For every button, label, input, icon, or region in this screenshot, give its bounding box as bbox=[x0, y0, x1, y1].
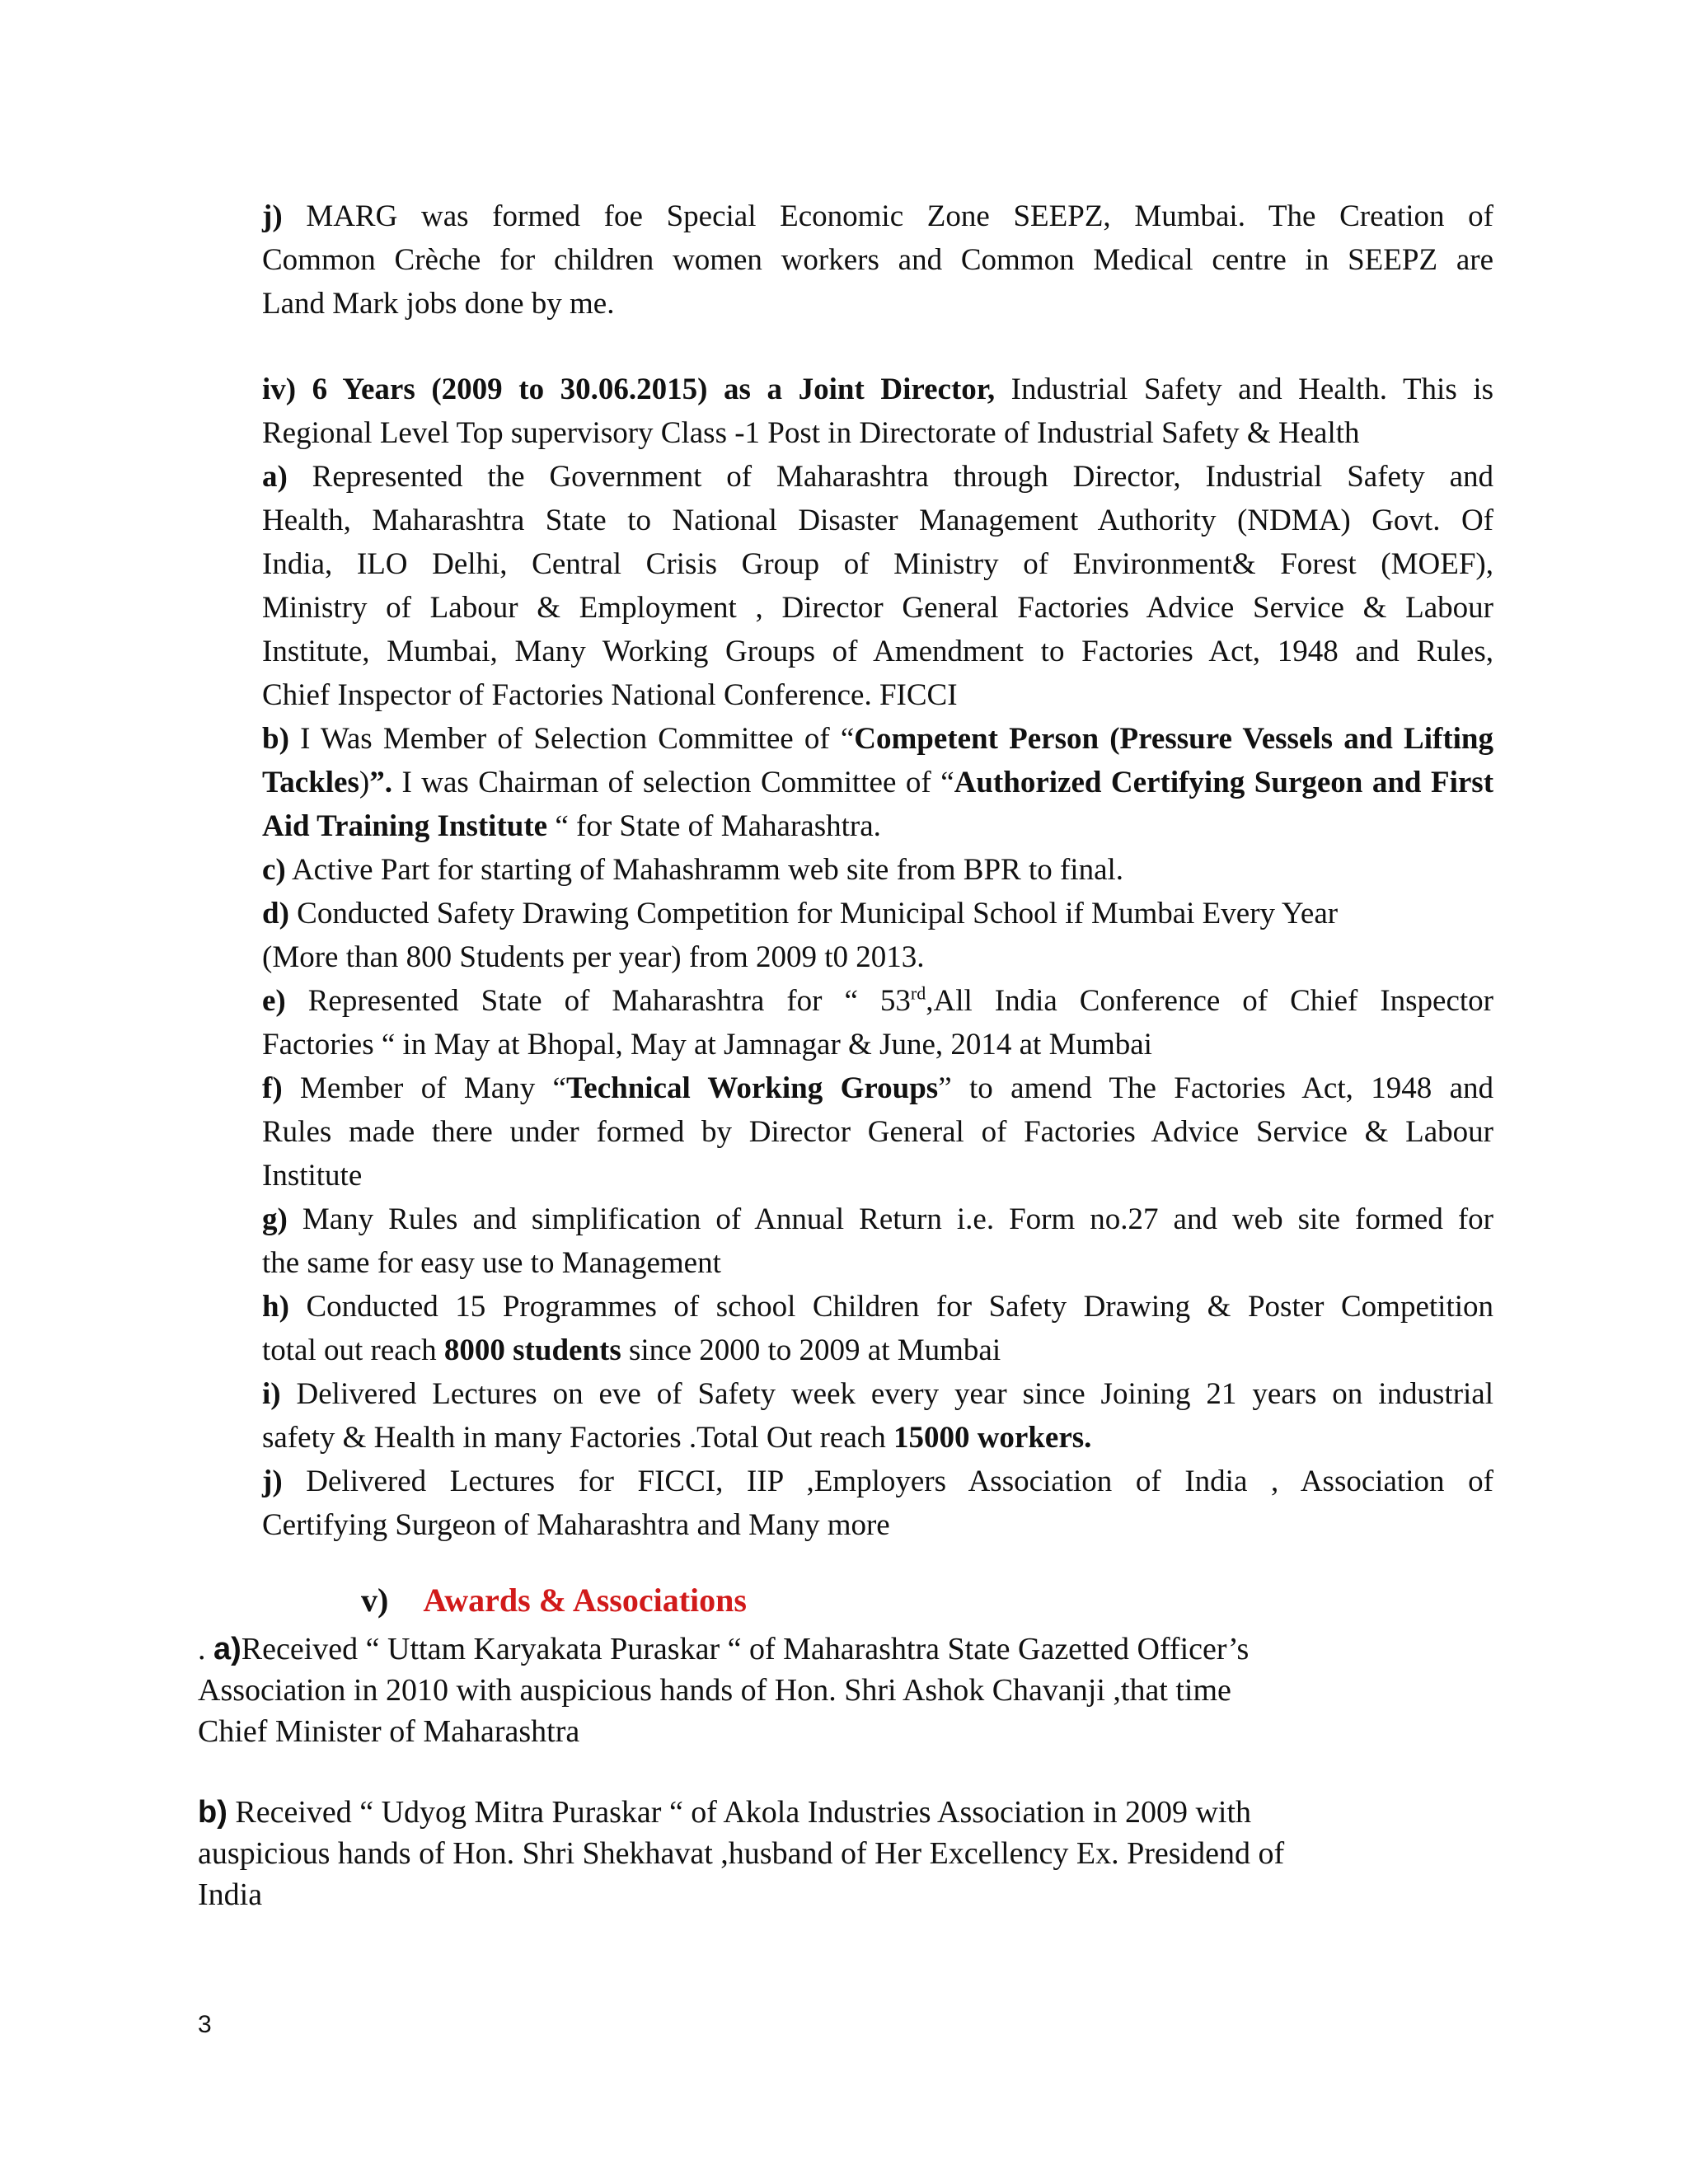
item-iv-h-line-2 bbox=[262, 1329, 1493, 1372]
item-iv-g-line-2: the same for easy use to Management bbox=[262, 1246, 721, 1280]
section-iv bbox=[262, 368, 1493, 1547]
item-text: Received “ Uttam Karyakata Puraskar “ of Maharashtra State Gazetted Officer’s bbox=[241, 1632, 1250, 1666]
item-text: “ for State of Maharashtra. bbox=[547, 809, 881, 843]
item-iv-f-line-1 bbox=[262, 1066, 1493, 1110]
item-iv-j-line-2: Certifying Surgeon of Maharashtra and Many more bbox=[262, 1508, 890, 1542]
item-bold-text: 8000 students bbox=[443, 1333, 621, 1367]
item-text: safety & Health in many Factories .Total Out reach bbox=[262, 1421, 893, 1455]
item-text: I was Chairman of selection Committee of “ bbox=[392, 766, 954, 799]
item-bold-text: ”. bbox=[369, 766, 392, 799]
item-text: Represented State of Maharashtra for “ 53 bbox=[285, 984, 911, 1018]
superscript: rd bbox=[910, 982, 926, 1004]
item-iv-i-line-1 bbox=[262, 1372, 1493, 1416]
item-text: total out reach bbox=[262, 1333, 444, 1367]
item-iv-c bbox=[262, 848, 1493, 892]
item-iv-f-line-3: Institute bbox=[262, 1159, 363, 1193]
item-iv-h-line-1 bbox=[262, 1285, 1493, 1329]
item-marker: f) bbox=[262, 1071, 283, 1105]
item-marker: j) bbox=[262, 1465, 283, 1498]
item-marker: b) bbox=[262, 722, 289, 756]
page-number: 3 bbox=[198, 2011, 212, 2038]
item-text: ” to amend The Factories Act, 1948 and bbox=[938, 1071, 1494, 1105]
item-iii-j-line-1 bbox=[262, 194, 1493, 238]
item-marker: a) bbox=[262, 460, 288, 494]
section-v-title: Awards & Associations bbox=[423, 1582, 747, 1619]
item-iv-a-line-4: Ministry of Labour & Employment , Director General Factories Advice Service & Labour bbox=[262, 591, 1493, 625]
award-prefix: . bbox=[198, 1632, 213, 1666]
item-bold-text: Authorized Certifying bbox=[954, 766, 1245, 799]
award-a-line-1 bbox=[198, 1629, 1484, 1670]
item-iv-a-line-3: India, ILO Delhi, Central Crisis Group of Ministry of Environment& Forest (MOEF), bbox=[262, 547, 1493, 581]
item-text: MARG was formed foe Special Economic Zone SEEPZ, Mumbai. The Creation of bbox=[306, 199, 1493, 233]
item-iv-e-line-2: Factories “ in May at Bhopal, May at Jamnagar & June, 2014 at Mumbai bbox=[262, 1028, 1152, 1062]
item-text: Member of Many “ bbox=[282, 1071, 566, 1105]
section-iv-subline: Regional Level Top supervisory Class -1 Post in Directorate of Industrial Safety & Health bbox=[262, 416, 1360, 450]
item-bold-text: Competent Person (Pressure Vessels and bbox=[854, 722, 1393, 756]
section-v-number: v) bbox=[361, 1582, 389, 1619]
section-iv-heading-bold: iv) 6 Years (2009 to 30.06.2015) as a Joint Director, bbox=[262, 373, 996, 406]
item-iv-d-line-1 bbox=[262, 892, 1493, 935]
item-iii-j-line-2: Common Crèche for children women workers and Common Medical centre in SEEPZ are bbox=[262, 243, 1493, 277]
item-text: since 2000 to 2009 at Mumbai bbox=[621, 1333, 1001, 1367]
item-iv-b bbox=[262, 717, 1493, 848]
item-text: Conducted Safety Drawing Competition for Municipal School if Mumbai Every Year bbox=[288, 897, 1339, 930]
item-text: Represented the Government of Maharashtra through Director, Industrial Safety and bbox=[287, 460, 1493, 494]
item-text: Delivered Lectures for FICCI, IIP ,Employers Association of India , Association of bbox=[282, 1465, 1493, 1498]
award-b-line-3: India bbox=[198, 1877, 263, 1912]
item-marker: g) bbox=[262, 1202, 288, 1236]
item-text: Delivered Lectures on eve of Safety week every year since Joining 21 years on industrial bbox=[280, 1377, 1493, 1411]
item-marker: i) bbox=[262, 1377, 281, 1411]
item-marker: e) bbox=[262, 984, 286, 1018]
item-iv-a-line-5: Institute, Mumbai, Many Working Groups of Amendment to Factories Act, 1948 and Rules, bbox=[262, 635, 1493, 668]
item-iv-a-line-6: Chief Inspector of Factories National Conference. FICCI bbox=[262, 678, 958, 712]
item-text: I Was Member of Selection Committee of “ bbox=[288, 722, 855, 756]
award-b-line-1 bbox=[198, 1792, 1484, 1833]
item-marker: a) bbox=[213, 1632, 241, 1666]
item-marker: d) bbox=[262, 897, 289, 930]
item-text: Active Part for starting of Mahashramm web site from BPR to final. bbox=[285, 853, 1124, 887]
award-a-line-2: Association in 2010 with auspicious hands of Hon. Shri Ashok Chavanji ,that time bbox=[198, 1673, 1231, 1708]
item-text: ) bbox=[359, 766, 370, 799]
item-marker: b) bbox=[198, 1795, 227, 1830]
item-iv-f-line-2: Rules made there under formed by Director General of Factories Advice Service & Labour bbox=[262, 1115, 1493, 1149]
item-bold-text: Surgeon and First Aid Training Institute bbox=[262, 766, 1494, 843]
item-iv-a-line-1 bbox=[262, 455, 1493, 499]
item-iv-g-line-1 bbox=[262, 1197, 1493, 1241]
item-iii-j bbox=[262, 194, 1493, 326]
item-text: Many Rules and simplification of Annual Return i.e. Form no.27 and web site formed for bbox=[287, 1202, 1493, 1236]
item-text: ,All India Conference of Chief Inspector bbox=[926, 984, 1493, 1018]
item-bold-text: Technical Working Groups bbox=[565, 1071, 939, 1105]
item-bold-text: 15000 workers. bbox=[893, 1421, 1092, 1455]
item-text: Received “ Udyog Mitra Puraskar “ of Akola Industries Association in 2009 with bbox=[227, 1795, 1252, 1830]
section-v-heading bbox=[361, 1576, 747, 1625]
item-marker: j) bbox=[262, 199, 283, 233]
award-a bbox=[198, 1629, 1484, 1752]
item-text: Conducted 15 Programmes of school Children for Safety Drawing & Poster Competition bbox=[288, 1290, 1493, 1324]
item-iii-j-line-3: Land Mark jobs done by me. bbox=[262, 287, 615, 321]
section-iv-heading-rest: Industrial Safety and Health. This is bbox=[995, 373, 1493, 406]
item-iv-i-line-2 bbox=[262, 1416, 1493, 1460]
item-bold-text: Lifting Tackles bbox=[262, 722, 1494, 799]
item-iv-j-line-1 bbox=[262, 1460, 1493, 1503]
item-iv-e-line-1 bbox=[262, 979, 1493, 1023]
section-iv-heading bbox=[262, 368, 1493, 411]
award-b-line-2: auspicious hands of Hon. Shri Shekhavat ,husband of Her Excellency Ex. Presidend of bbox=[198, 1836, 1285, 1871]
award-a-line-3: Chief Minister of Maharashtra bbox=[198, 1714, 580, 1749]
item-iv-d-line-2: (More than 800 Students per year) from 2009 t0 2013. bbox=[262, 940, 925, 974]
award-b bbox=[198, 1792, 1484, 1915]
item-marker: h) bbox=[262, 1290, 289, 1324]
item-iv-a-line-2: Health, Maharashtra State to National Disaster Management Authority (NDMA) Govt. Of bbox=[262, 504, 1493, 537]
item-marker: c) bbox=[262, 853, 286, 887]
